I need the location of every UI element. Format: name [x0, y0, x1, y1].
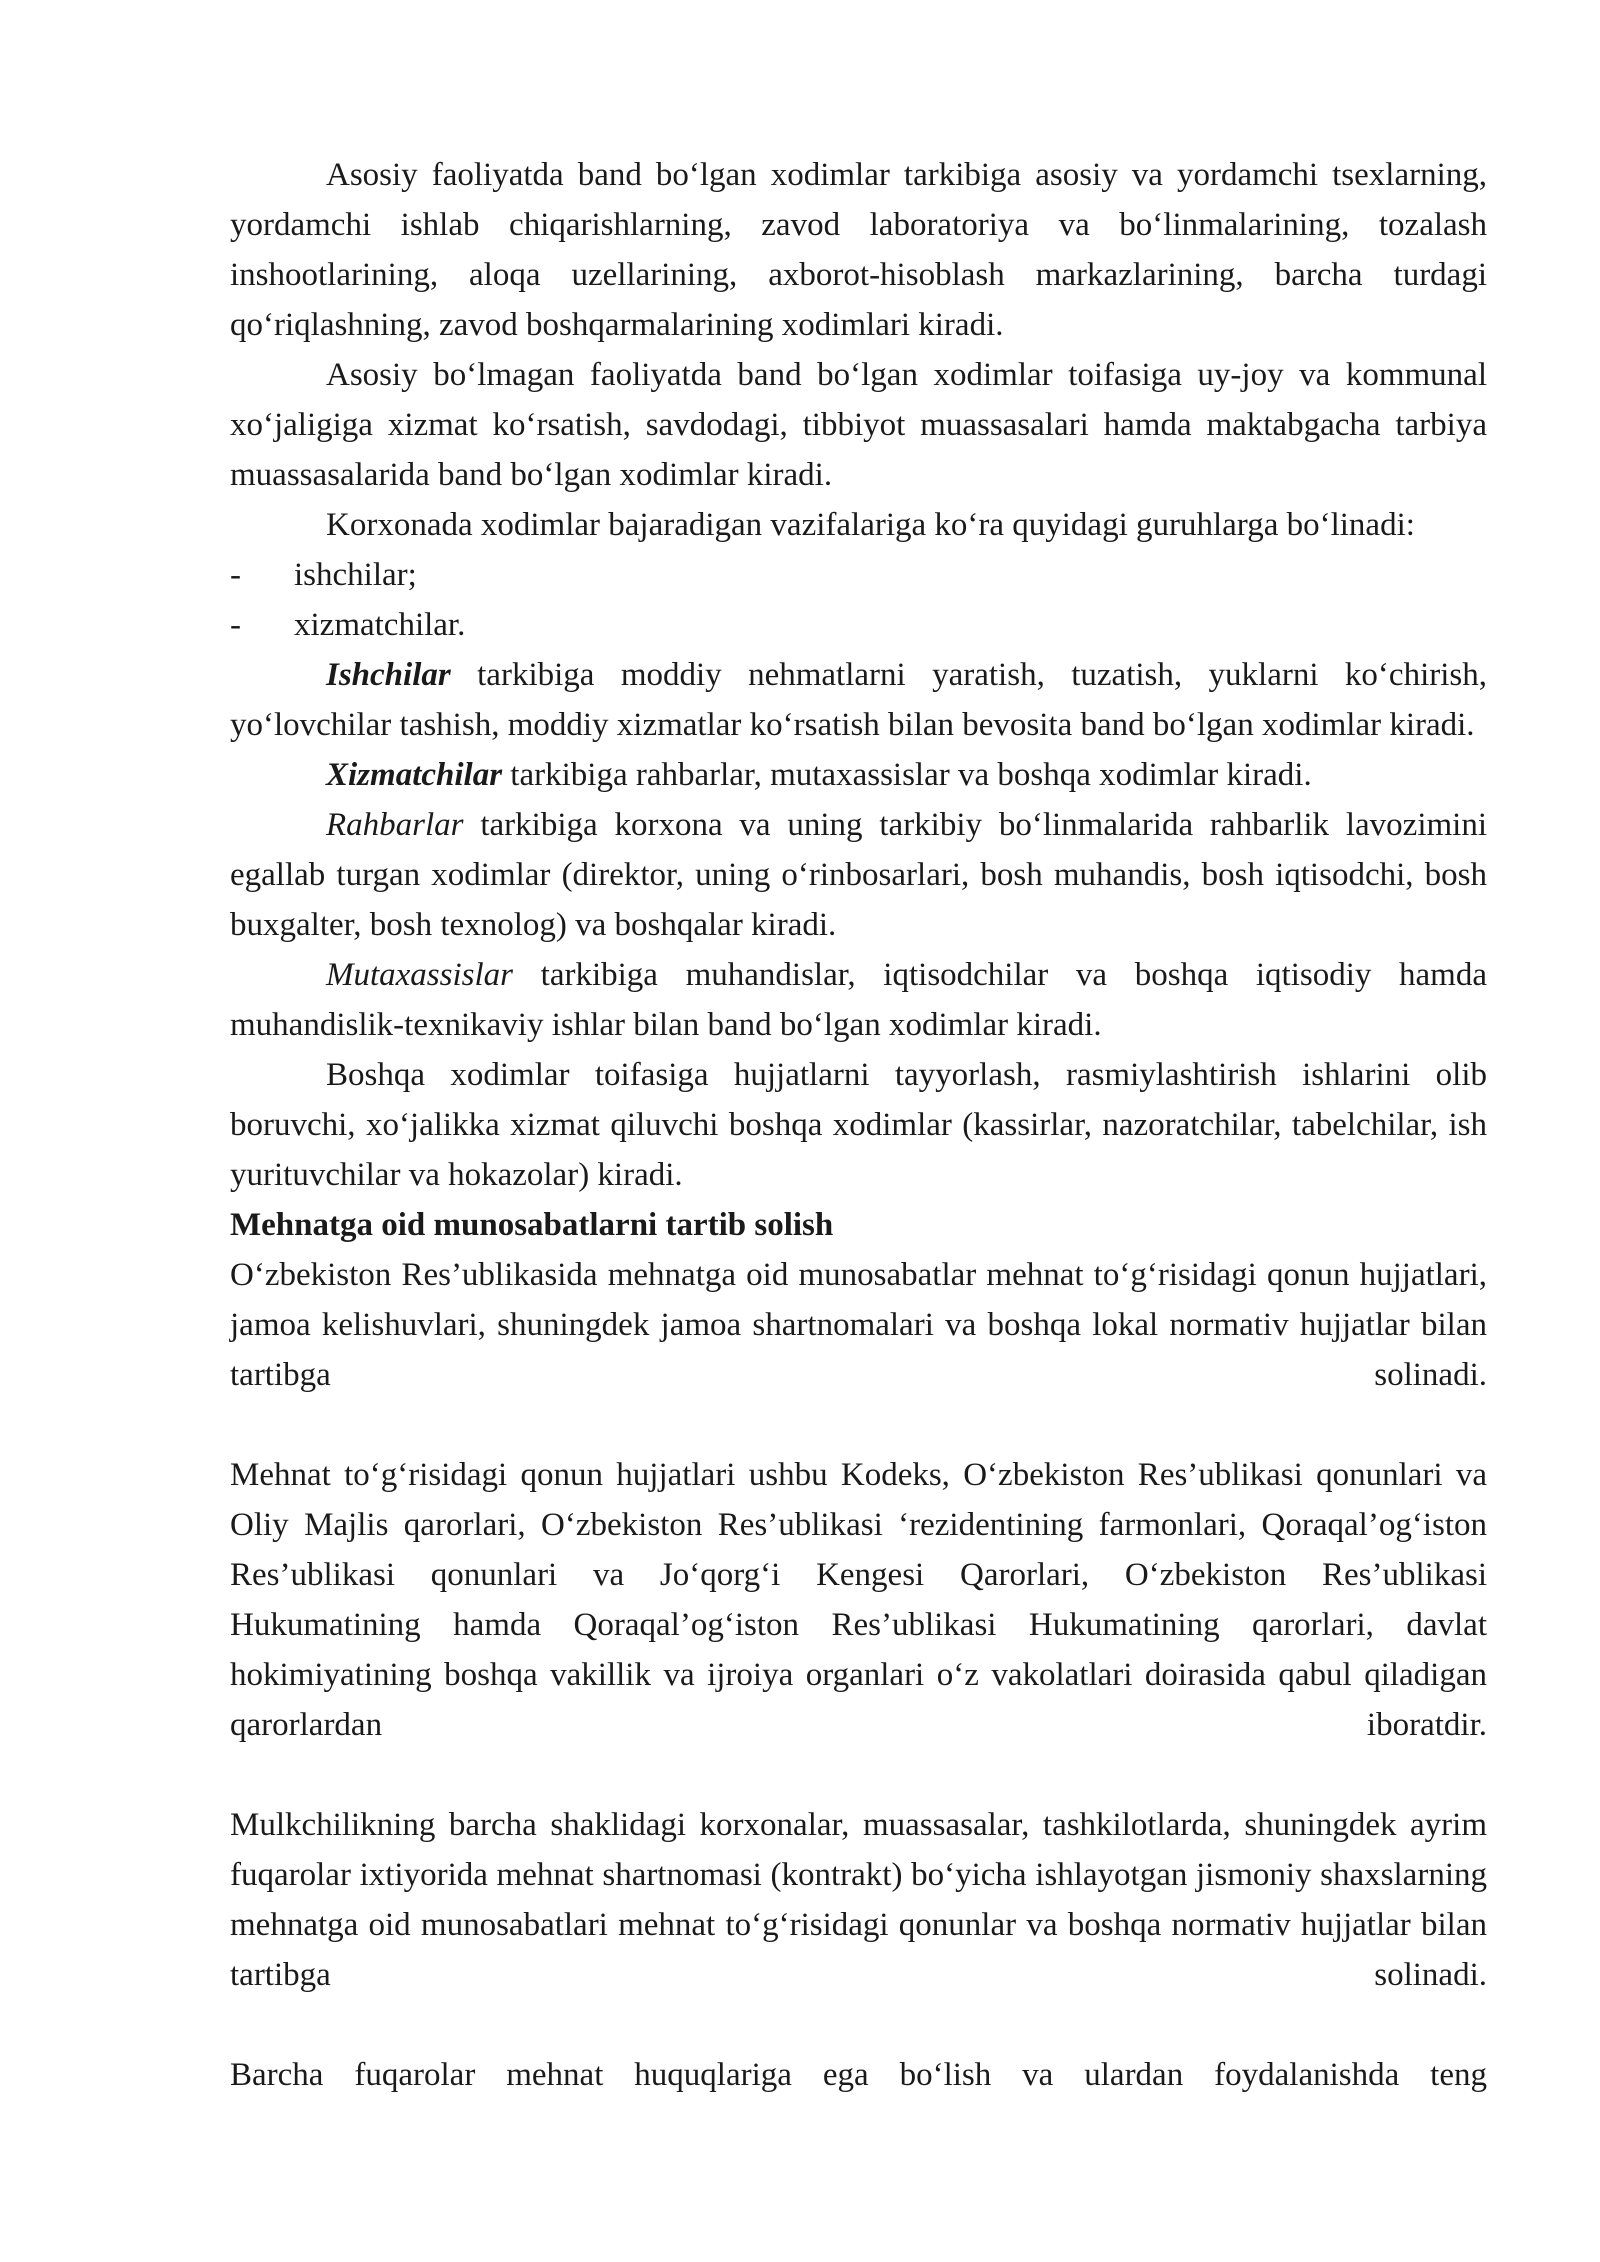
- paragraph-specialists: [230, 950, 1487, 1050]
- list-item: [230, 600, 1487, 650]
- definition-text: tarkibiga rahbarlar, mutaxassislar va boshqa xodimlar kiradi.: [502, 757, 1312, 793]
- term-workers: Ishchilar: [326, 657, 451, 693]
- definition-text: tarkibiga muhandislar, iqtisodchilar va boshqa iqtisodiy hamda muhandislik-texnikaviy ishlar bilan band bo‘lgan xodimlar kiradi.: [230, 957, 1487, 1043]
- document-page: [230, 150, 1487, 2150]
- paragraph-employees: [230, 750, 1487, 800]
- list-item-text: xizmatchilar.: [294, 607, 466, 643]
- paragraph-staff-groups: Korxonada xodimlar bajaradigan vazifalariga ko‘ra quyidagi guruhlarga bo‘linadi:: [326, 507, 1415, 543]
- paragraph-other-staff: Boshqa xodimlar toifasiga hujjatlarni tayyorlash, rasmiylashtirish ishlarini olib boruvchi, xo‘jalikka xizmat qiluvchi boshqa xodimlar (kassirlar, nazoratchilar, tabelchilar, ish yurituvchilar va hokazolar) kiradi.: [230, 1057, 1487, 1193]
- paragraph-workers: [230, 650, 1487, 750]
- section-sentence: Mehnat to‘g‘risidagi qonun hujjatlari ushbu Kodeks, O‘zbekiston Res’ublikasi qonunlari va Oliy Majlis qarorlari, O‘zbekiston Res’ublikasi ‘rezidentining farmonlari, Qoraqal’og‘iston Res’ublikasi qonunlari va Jo‘qorg‘i Kengesi Qarorlari, O‘zbekiston Res’ublikasi Hukumatining hamda Qoraqal’og‘iston Res’ublikasi Hukumatining qarorlari, davlat hokimiyatining boshqa vakillik va ijroiya organlari o‘z vakolatlari doirasida qabul qiladigan qarorlardan iboratdir.: [230, 1457, 1487, 1743]
- definition-text: tarkibiga korxona va uning tarkibiy bo‘linmalarida rahbarlik lavozimini egallab turgan xodimlar (direktor, uning o‘rinbosarlari, bosh muhandis, bosh iqtisodchi, bosh buxgalter, bosh texnolog) va boshqalar kiradi.: [230, 807, 1487, 943]
- list-item: [230, 550, 1487, 600]
- term-managers: Rahbarlar: [326, 807, 464, 843]
- list-item-text: ishchilar;: [294, 557, 417, 593]
- paragraph-managers: [230, 800, 1487, 950]
- paragraph-non-main-activity-staff: Asosiy bo‘lmagan faoliyatda band bo‘lgan xodimlar toifasiga uy-joy va kommunal xo‘jaligiga xizmat ko‘rsatish, savdodagi, tibbiyot muassasalari hamda maktabgacha tarbiya muassasalarida band bo‘lgan xodimlar kiradi.: [230, 357, 1487, 493]
- section-sentence: Mulkchilikning barcha shaklidagi korxonalar, muassasalar, tashkilotlarda, shuningdek ayrim fuqarolar ixtiyorida mehnat shartnomasi (kontrakt) bo‘yicha ishlayotgan jismoniy shaxslarning mehnatga oid munosabatlari mehnat to‘g‘risidagi qonunlar va boshqa normativ hujjatlar bilan tartibga solinadi.: [230, 1807, 1487, 1993]
- section-body: [230, 1250, 1487, 2150]
- paragraph-main-activity-staff: Asosiy faoliyatda band bo‘lgan xodimlar tarkibiga asosiy va yordamchi tsexlarning, yordamchi ishlab chiqarishlarning, zavod laboratoriya va bo‘linmalarining, tozalash inshootlarining, aloqa uzellarining, axborot-hisoblash markazlarining, barcha turdagi qo‘riqlashning, zavod boshqarmalarining xodimlari kiradi.: [230, 157, 1487, 343]
- list-marker: -: [230, 607, 241, 643]
- term-employees: Xizmatchilar: [326, 757, 503, 793]
- list-marker: -: [230, 557, 241, 593]
- definition-text: tarkibiga moddiy nehmatlarni yaratish, tuzatish, yuklarni ko‘chirish, yo‘lovchilar tashish, moddiy xizmatlar ko‘rsatish bilan bevosita band bo‘lgan xodimlar kiradi.: [230, 657, 1487, 743]
- section-sentence: Barcha fuqarolar mehnat huquqlariga ega bo‘lish va ulardan foydalanishda teng: [230, 2057, 1487, 2093]
- term-specialists: Mutaxassislar: [326, 957, 514, 993]
- section-heading: Mehnatga oid munosabatlarni tartib solish: [230, 1207, 834, 1243]
- section-sentence: O‘zbekiston Res’ublikasida mehnatga oid munosabatlar mehnat to‘g‘risidagi qonun hujjatlari, jamoa kelishuvlari, shuningdek jamoa shartnomalari va boshqa lokal normativ hujjatlar bilan tartibga solinadi.: [230, 1257, 1487, 1393]
